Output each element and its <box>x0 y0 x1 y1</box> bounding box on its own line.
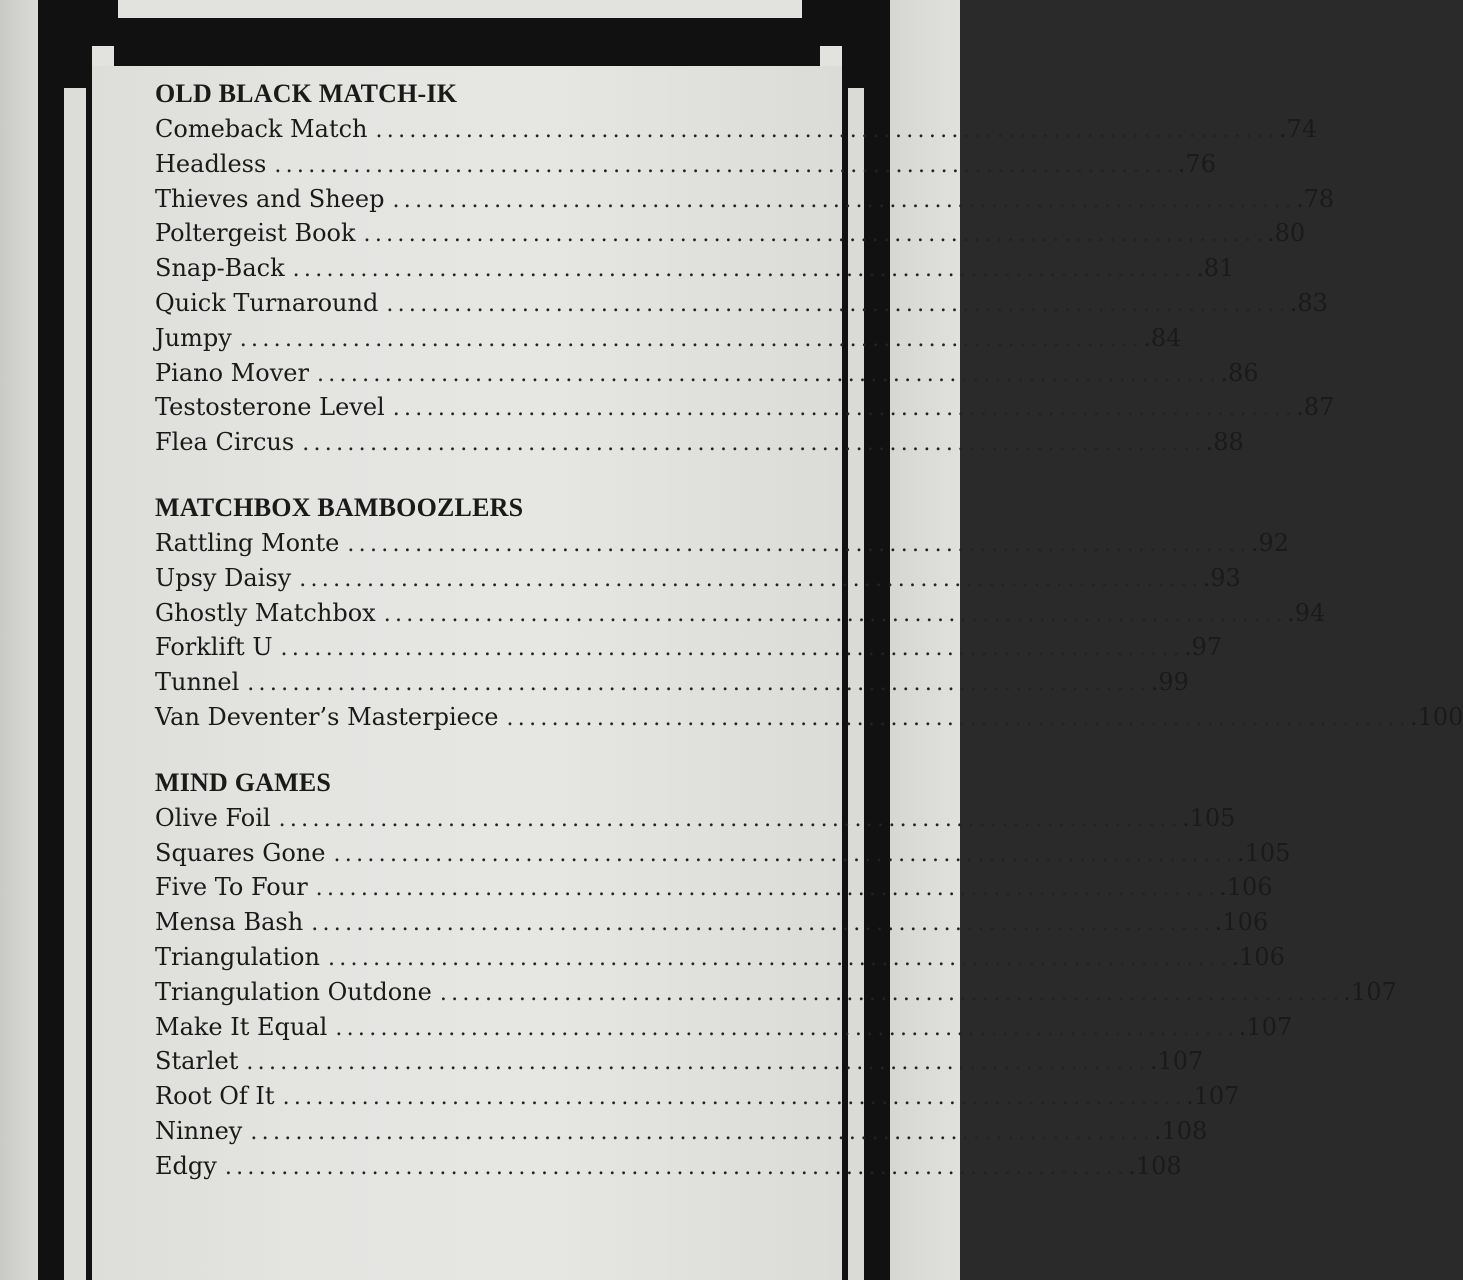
toc-entry <box>155 251 1235 286</box>
entry-title: Comeback Match <box>155 115 368 143</box>
dot-leader: ................................................................................ <box>246 1050 1150 1076</box>
entry-page-number: .88 <box>1205 428 1244 457</box>
entry-page-number: .107 <box>1186 1082 1240 1111</box>
toc-entry <box>155 940 1285 975</box>
dot-leader: ................................................................................ <box>439 980 1344 1006</box>
toc-section <box>155 76 1335 460</box>
toc-entry <box>155 216 1306 251</box>
entry-page-number: .74 <box>1278 115 1318 143</box>
frame-corner-top-right <box>848 66 864 88</box>
entry-title: Rattling Monte <box>155 528 340 557</box>
entry-title: Jumpy <box>155 323 232 352</box>
dot-leader: ................................................................................ <box>375 118 1279 143</box>
entry-page-number: .105 <box>1182 803 1236 832</box>
toc-entry <box>155 1010 1293 1045</box>
entry-title: Ghostly Matchbox <box>155 598 376 627</box>
entry-title: Flea Circus <box>155 428 295 457</box>
entry-title: Edgy <box>155 1151 217 1180</box>
entry-page-number: .108 <box>1128 1151 1182 1180</box>
entry-page-number: .76 <box>1177 149 1216 178</box>
entry-title: Van Deventer’s Masterpiece <box>155 702 499 731</box>
dot-leader: ................................................................................ <box>302 431 1206 457</box>
dot-leader: ................................................................................ <box>292 257 1197 283</box>
dot-leader: ................................................................................ <box>250 1119 1154 1145</box>
entry-title: Piano Mover <box>155 358 309 387</box>
dot-leader: ................................................................................ <box>363 222 1267 248</box>
toc-entry <box>155 1114 1208 1149</box>
dot-leader: ................................................................................ <box>392 187 1296 213</box>
dot-leader: ................................................................................ <box>239 326 1144 352</box>
dot-leader: ................................................................................ <box>335 1015 1239 1041</box>
entry-title: Headless <box>155 149 267 178</box>
entry-title: Triangulation Outdone <box>155 977 432 1006</box>
dot-leader: ................................................................................ <box>383 601 1288 627</box>
entry-title: Snap-Back <box>155 254 285 283</box>
dot-leader: ................................................................................ <box>315 876 1220 902</box>
section-heading: MIND GAMES <box>155 767 332 797</box>
entry-page-number: .78 <box>1295 184 1335 213</box>
toc-entry <box>155 1044 1204 1079</box>
dot-leader: ................................................................................ <box>327 945 1232 971</box>
dot-leader: ................................................................................ <box>316 361 1221 387</box>
entry-title: Make It Equal <box>155 1012 328 1041</box>
section-heading: OLD BLACK MATCH-IK <box>155 79 458 108</box>
toc-entry <box>155 147 1216 182</box>
toc-entry <box>155 975 1397 1010</box>
toc-section <box>155 490 1463 735</box>
section-heading: MATCHBOX BAMBOOZLERS <box>155 492 524 522</box>
frame-top-strip <box>118 0 802 18</box>
entry-page-number: .108 <box>1153 1116 1208 1145</box>
frame-corner-top-left <box>64 66 86 88</box>
dot-leader: ................................................................................ <box>274 152 1178 178</box>
entry-title: Poltergeist Book <box>155 219 356 248</box>
dot-leader: ................................................................................ <box>282 1085 1187 1111</box>
toc-entry <box>155 836 1291 871</box>
toc-entry <box>155 321 1182 356</box>
entry-title: Starlet <box>155 1047 239 1076</box>
dot-leader: ................................................................................ <box>392 396 1297 422</box>
entry-title: Tunnel <box>155 668 240 697</box>
entry-page-number: .100 <box>1409 702 1463 731</box>
entry-title: Testosterone Level <box>155 393 385 422</box>
toc-section <box>155 765 1397 1184</box>
entry-title: Upsy Daisy <box>155 563 292 592</box>
table-of-contents <box>155 76 1463 1214</box>
entry-page-number: .107 <box>1149 1047 1204 1076</box>
entry-title: Forklift U <box>155 633 273 662</box>
entry-title: Triangulation <box>155 942 320 971</box>
dot-leader: ................................................................................ <box>506 705 1410 731</box>
dot-leader: ................................................................................ <box>299 566 1203 592</box>
entry-title: Olive Foil <box>155 803 271 832</box>
entry-page-number: .87 <box>1296 393 1335 422</box>
entry-title: Thieves and Sheep <box>155 184 385 213</box>
toc-entry <box>155 526 1289 561</box>
entry-title: Squares Gone <box>155 838 326 867</box>
frame-step-top-right <box>820 46 842 66</box>
entry-page-number: .92 <box>1250 528 1289 557</box>
entry-page-number: .106 <box>1214 908 1269 937</box>
toc-entry <box>155 561 1241 596</box>
frame-step-top-left <box>92 46 114 66</box>
toc-entry <box>155 182 1335 217</box>
toc-entry <box>155 356 1259 391</box>
dot-leader: ................................................................................ <box>347 531 1251 557</box>
entry-title: Quick Turnaround <box>155 288 379 317</box>
toc-entry <box>155 700 1463 735</box>
dot-leader: ................................................................................ <box>247 671 1151 697</box>
page-left-margin <box>0 0 38 1280</box>
toc-entry <box>155 630 1223 665</box>
entry-page-number: .83 <box>1289 288 1328 317</box>
entry-page-number: .84 <box>1143 323 1182 352</box>
entry-page-number: .106 <box>1219 873 1273 902</box>
entry-page-number: .94 <box>1287 598 1326 627</box>
entry-page-number: .106 <box>1231 942 1285 971</box>
toc-entry <box>155 390 1335 425</box>
dot-leader: ................................................................................ <box>224 1154 1129 1180</box>
toc-entry <box>155 665 1189 700</box>
entry-title: Ninney <box>155 1116 243 1145</box>
toc-entry <box>155 870 1273 905</box>
toc-entry <box>155 112 1318 147</box>
toc-entry <box>155 1079 1240 1114</box>
frame-inner-line-top <box>114 40 834 46</box>
dot-leader: ................................................................................ <box>386 291 1290 317</box>
toc-entry <box>155 596 1326 631</box>
dot-leader: ................................................................................ <box>280 636 1184 662</box>
toc-entry <box>155 286 1328 321</box>
dot-leader: ................................................................................ <box>278 806 1183 832</box>
toc-entry <box>155 905 1269 940</box>
dot-leader: ................................................................................ <box>333 841 1237 867</box>
entry-title: Five To Four <box>155 873 308 902</box>
entry-page-number: .107 <box>1343 977 1397 1006</box>
entry-page-number: .93 <box>1202 563 1241 592</box>
entry-title: Root Of It <box>155 1082 275 1111</box>
entry-page-number: .86 <box>1220 358 1259 387</box>
entry-page-number: .105 <box>1236 838 1291 867</box>
entry-page-number: .80 <box>1266 219 1306 248</box>
dot-leader: ................................................................................ <box>311 911 1215 937</box>
toc-entry <box>155 1149 1182 1184</box>
entry-page-number: .107 <box>1238 1012 1293 1041</box>
entry-page-number: .97 <box>1184 633 1223 662</box>
entry-title: Mensa Bash <box>155 908 304 937</box>
entry-page-number: .81 <box>1196 254 1235 283</box>
toc-entry <box>155 425 1244 460</box>
entry-page-number: .99 <box>1150 668 1189 697</box>
frame-inner-line-left <box>86 66 92 1280</box>
toc-entry <box>155 801 1236 836</box>
